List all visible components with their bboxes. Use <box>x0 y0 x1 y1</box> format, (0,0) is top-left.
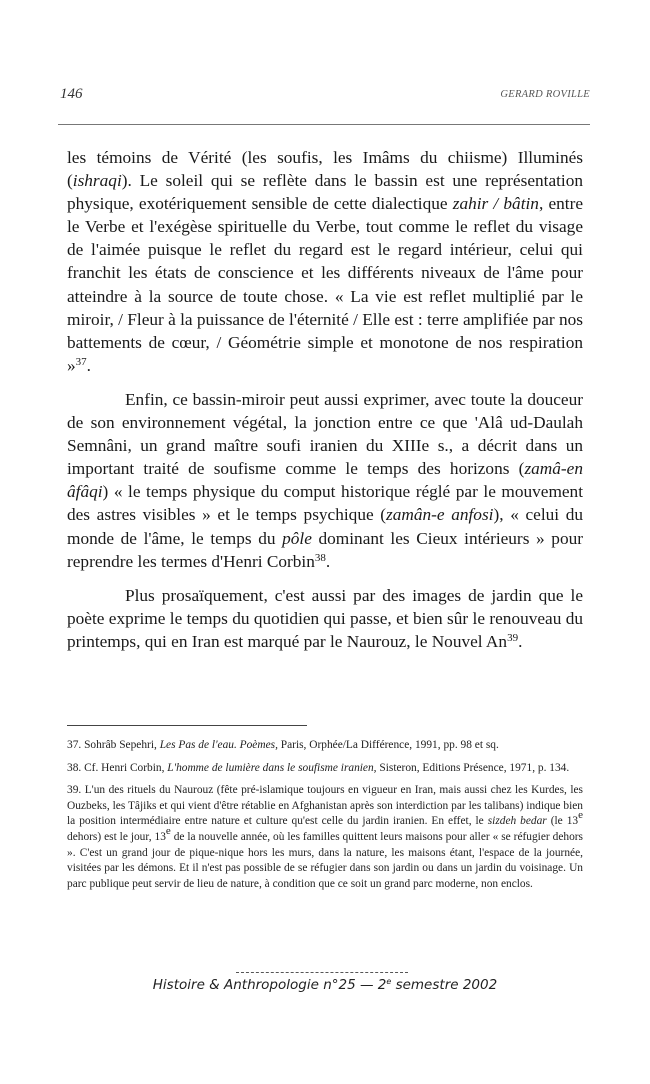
text: dehors) est le jour, 13 <box>67 830 166 843</box>
running-head-author: GERARD ROVILLE <box>500 89 590 100</box>
superscript: e <box>386 977 392 986</box>
text: 38. Cf. Henri Corbin, <box>67 761 168 774</box>
text: Sisteron, Editions Présence, 1971, p. 134. <box>376 761 570 774</box>
italic-term: ishraqi <box>72 171 122 191</box>
text: ), « celui du monde de l'âme, le temps du <box>67 505 583 548</box>
page-number: 146 <box>60 86 83 102</box>
text: Histoire & Anthropologie n°25 — 2 <box>152 977 387 993</box>
footnote-separator <box>67 725 307 726</box>
footnote-39 <box>67 783 583 892</box>
book-title: L'homme de lumière dans le soufisme iranien, <box>167 761 377 774</box>
footnote-ref-39[interactable]: 39 <box>507 631 519 644</box>
text: les témoins de Vérité (les soufis, les Imâms du chiisme) Illuminés ( <box>67 148 583 191</box>
footnotes <box>67 738 583 899</box>
footnote-37 <box>67 738 583 754</box>
text: de la nouvelle année, où les familles quittent leurs maisons pour aller « se réfugier dehors ». C'est un grand jour de pique-nique hors les murs, dans la nature, les maisons étant, l'espace de la journée, visitées par les démons. Et il n'est pas possible de se réfugier dans son jardin ou dans un jardin du voisinage. Un parc publique peut servir de lieu de nature, à condition que ce soit un grand parc moderne, non enclos. <box>67 830 583 890</box>
paragraph-2 <box>67 388 583 573</box>
paragraph-3 <box>67 584 583 653</box>
italic-term: pôle <box>282 528 312 548</box>
text: . <box>518 631 523 651</box>
page-header <box>60 86 590 106</box>
superscript: e <box>578 809 583 822</box>
text: dominant les Cieux intérieurs » pour reprendre les termes d'Henri Corbin <box>67 528 583 571</box>
superscript: e <box>165 824 171 837</box>
text: 37. Sohrâb Sepehri, <box>67 739 160 751</box>
text: . <box>86 355 91 375</box>
text: , entre le Verbe et l'exégèse spirituelle du Verbe, tout comme le reflet du visage de l'aimée puisque le reflet du regard est le regard intérieur, celui qui franchit les états de conscience et les différents niveaux de l'âme pour atteindre à la source de toute chose. « La vie est reflet multiplié par le miroir, / Fleur à la puissance de l'éternité / Elle est : terre amplifiée par nos battements de cœur, / Géométrie simple et monotone de nos respiration » <box>67 194 583 375</box>
text: ) « le temps physique du comput historique réglé par le mouvement des astres visibles » et le temps psychique ( <box>67 482 583 525</box>
italic-term: sizdeh bedar <box>487 815 547 828</box>
header-rule <box>58 124 590 125</box>
text: 39. L'un des rituels du Naurouz (fête pré-islamique toujours en vigueur en Iran, mais aussi chez les Kurdes, les Ouzbeks, les Tâjiks et qui vient d'être rétablie en Afghanistan après son interdiction par les talibans) indique bien la position intermédiaire entre nature et culture qu'est celle du jardin iranien. En effet, le <box>67 784 583 828</box>
footnote-38 <box>67 761 583 777</box>
footnote-ref-37[interactable]: 37 <box>75 355 87 368</box>
italic-term: zamâ-en âfâqi <box>67 459 583 502</box>
italic-term: zahir / bâtin <box>452 194 539 214</box>
footer-rule <box>236 972 408 973</box>
text: Enfin, ce bassin-miroir peut aussi exprimer, avec toute la douceur de son environnement végétal, la jonction entre ce que 'Alâ ud-Daulah Semnâni, un grand maître soufi iranien du XIIIe s., a décrit dans un important traité de soufisme comme le temps des horizons ( <box>67 389 583 479</box>
text: Plus prosaïquement, c'est aussi par des images de jardin que le poète exprime le temps du quotidien qui passe, et bien sûr le renouveau du printemps, qui en Iran est marqué par le Naurouz, le Nouvel An <box>67 585 583 651</box>
text: (le 13 <box>546 815 579 828</box>
footnote-ref-38[interactable]: 38 <box>314 551 326 564</box>
text: . <box>325 551 331 571</box>
book-title: Les Pas de l'eau. Poèmes, <box>159 739 278 751</box>
italic-term: zamân-e anfosi <box>386 505 494 525</box>
journal-footer <box>0 977 650 993</box>
text: ). Le soleil qui se reflète dans le bassin est une représentation physique, exotériquement sensible de cette dialectique <box>67 171 583 214</box>
paragraph-1 <box>67 146 583 377</box>
main-text <box>67 146 583 653</box>
text: semestre 2002 <box>391 977 498 993</box>
text: Paris, Orphée/La Différence, 1991, pp. 98 et sq. <box>277 739 499 751</box>
